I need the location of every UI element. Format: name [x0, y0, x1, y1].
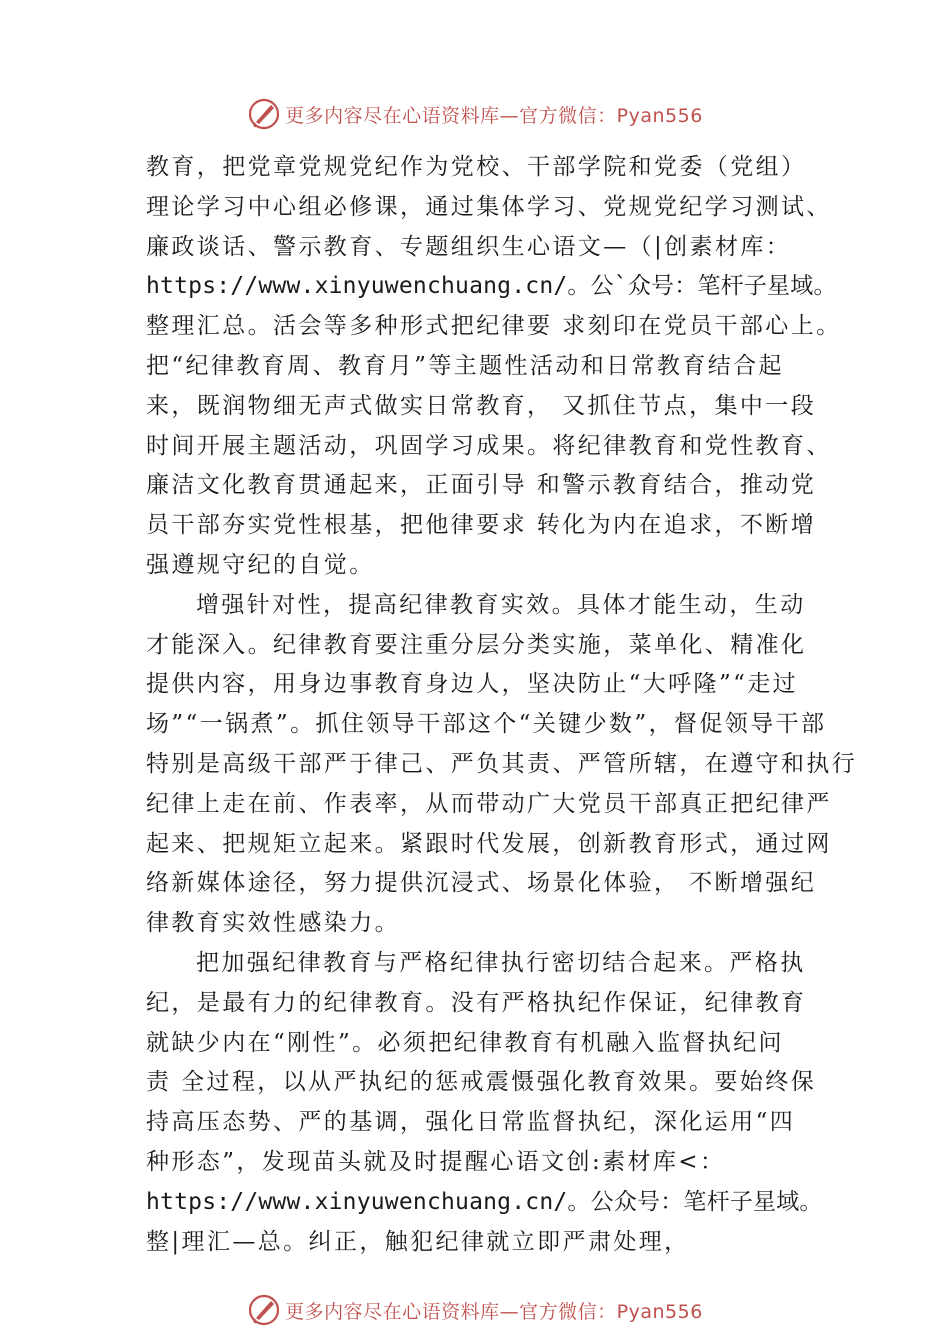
text-line: 整理汇总。活会等多种形式把纪律要 求刻印在党员干部心上。 [146, 313, 842, 340]
text-line: 强遵规守纪的自觉。 [146, 551, 375, 578]
brush-logo-icon [247, 97, 281, 131]
brush-logo-icon [247, 1293, 281, 1327]
text-line: 律教育实效性感染力。 [146, 910, 400, 937]
text-line: 提供内容，用身边事教育身边人，坚决防止“大呼隆”“走过 [146, 671, 799, 698]
text-line: 就缺少内在“刚性”。必须把纪律教育有机融入监督执纪问 [146, 1029, 784, 1056]
paragraph-start-line: 把加强纪律教育与严格纪律执行密切结合起来。严格执 [196, 949, 806, 976]
text-line: 纪，是最有力的纪律教育。没有严格执纪作保证，纪律教育 [146, 989, 807, 1016]
text-line: 种形态”，发现苗头就及时提醒心语文创:素材库<： [146, 1148, 726, 1175]
text-line: 廉政谈话、警示教育、专题组织生心语文—（|创素材库： [146, 233, 792, 260]
text-line-url: https://www.xinyuwenchuang.cn/。公众号：笔杆子星域。 [146, 1188, 823, 1215]
text-line: 把“纪律教育周、教育月”等主题性活动和日常教育结合起 [146, 352, 784, 379]
text-line: 络新媒体途径，努力提供沉浸式、场景化体验， 不断增强纪 [146, 870, 817, 897]
document-body [146, 148, 858, 1262]
text-line: 廉洁文化教育贯通起来，正面引导 和警示教育结合，推动党 [146, 472, 817, 499]
text-line: 纪律上走在前、作表率，从而带动广大党员干部真正把纪律严 [146, 790, 832, 817]
text-line: 场”“一锅煮”。抓住领导干部这个“关键少数”，督促领导干部 [146, 711, 827, 738]
text-line: 时间开展主题活动，巩固学习成果。将纪律教育和党性教育、 [146, 432, 832, 459]
header-banner-text: 更多内容尽在心语资料库—官方微信：Pyan556 [285, 104, 703, 127]
text-line: 整|理汇—总。纠正，触犯纪律就立即严肃处理， [146, 1228, 690, 1255]
text-line: 才能深入。纪律教育要注重分层分类实施，菜单化、精准化 [146, 631, 807, 658]
text-line: 起来、把规矩立起来。紧跟时代发展，创新教育形式，通过网 [146, 830, 832, 857]
text-line: 责 全过程，以从严执纪的惩戒震慑强化教育效果。要始终保 [146, 1069, 817, 1096]
text-line: 特别是高级干部严于律己、严负其责、严管所辖，在遵守和执行 [146, 750, 858, 777]
header-banner [0, 94, 950, 134]
footer-banner-text: 更多内容尽在心语资料库—官方微信：Pyan556 [285, 1300, 703, 1323]
paragraph-start-line: 增强针对性，提高纪律教育实效。具体才能生动，生动 [196, 591, 806, 618]
text-line: 理论学习中心组必修课，通过集体学习、党规党纪学习测试、 [146, 193, 832, 220]
text-line: 持高压态势、严的基调，强化日常监督执纪，深化运用“四 [146, 1109, 796, 1136]
text-line-url: https://www.xinyuwenchuang.cn/。公`众号：笔杆子星域。 [146, 273, 837, 300]
text-line: 教育，把党章党规党纪作为党校、干部学院和党委（党组） [146, 154, 807, 180]
footer-banner [0, 1290, 950, 1330]
text-line: 来，既润物细无声式做实日常教育， 又抓住节点，集中一段 [146, 392, 817, 419]
text-line: 员干部夯实党性根基，把他律要求 转化为内在追求，不断增 [146, 512, 817, 539]
